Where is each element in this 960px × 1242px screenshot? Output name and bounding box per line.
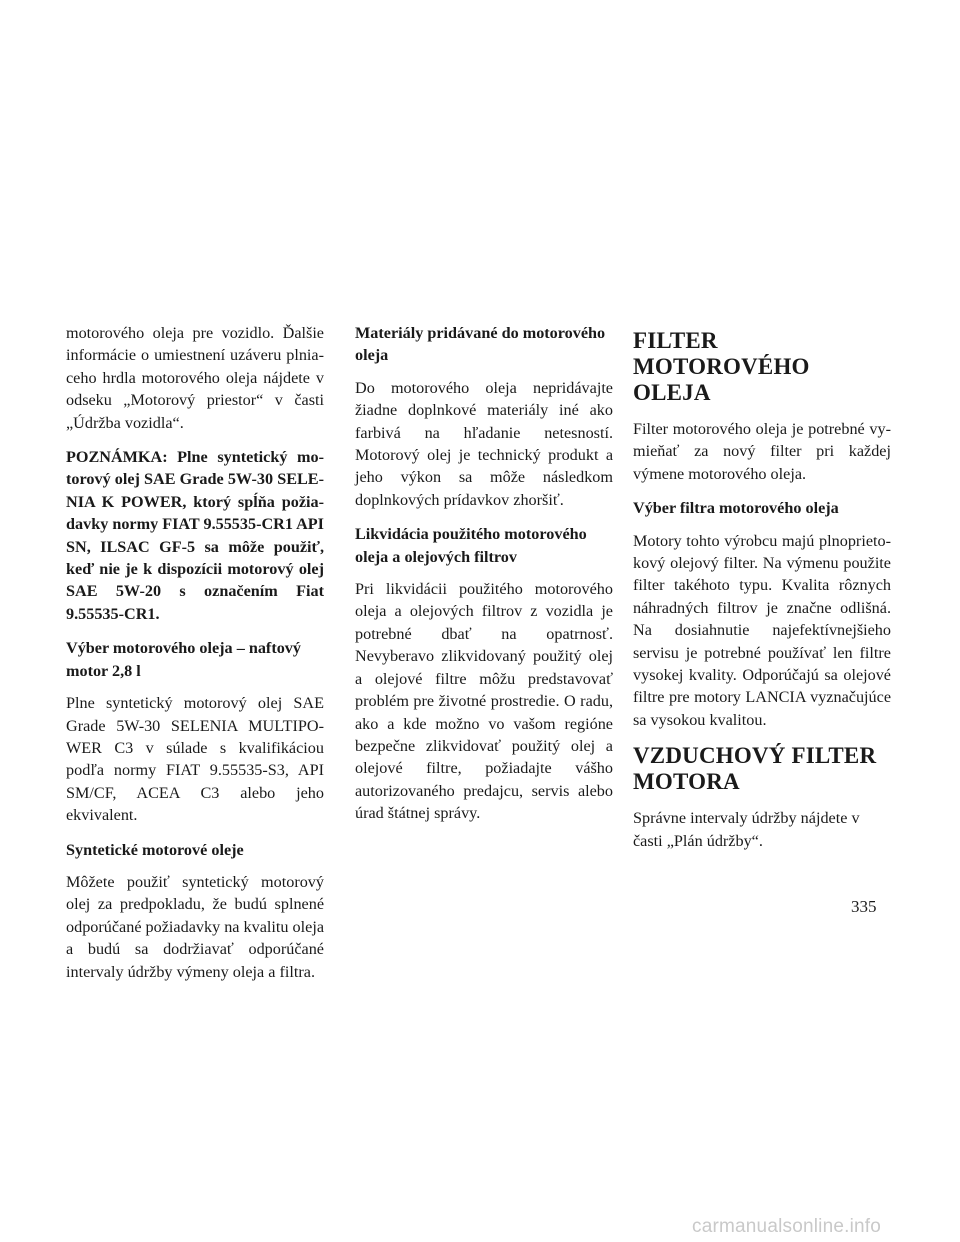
- intro-paragraph: motorového oleja pre vozidlo. Ďalšie informácie o umiestnení uzáveru plniaceho hrdla motorového oleja nájdete v odseku „Motorový priestor“ v časti „Údržba vozidla“.: [66, 324, 324, 432]
- diesel-oil-heading-line2: motor 2,8 l: [66, 661, 141, 680]
- column-3: [633, 322, 891, 864]
- air-filter-title-line1: VZDUCHOVÝ FILTER: [633, 743, 877, 769]
- oil-filter-title-line2: OLEJA: [633, 380, 711, 405]
- disposal-heading-line1: Likvidácia použitého motorového: [355, 525, 587, 544]
- oil-filter-title: [633, 328, 891, 406]
- column-2: [355, 322, 613, 837]
- disposal-heading: [355, 523, 613, 568]
- air-filter-title-line2: MOTORA: [633, 769, 740, 795]
- page-number: 335: [851, 897, 877, 916]
- additives-paragraph: Do motorového oleja nepridávajte žiadne doplnkové materiály iné ako farbivá na hľadanie netesností. Motorový olej je technický produkt a jeho výkon sa môže následkom doplnkových prídavkov zhoršiť.: [355, 378, 613, 509]
- disposal-heading-line2: oleja a olejových filtrov: [355, 547, 517, 566]
- filter-selection-paragraph: Motory tohto výrobcu majú plnoprietokový olejový filter. Na výmenu použite filter takéhoto typu. Kvalita rôznych náhradných filtrov je značne odlišná. Na dosiahnutie najefektívnejšieho servisu je potrebné používať len filtre vysokej kvality. Odporúčajú sa olejové filtre pre motory LANCIA vyznačujúce sa vysokou kvalitou.: [633, 531, 891, 729]
- filter-selection-heading: Výber filtra motorového oleja: [633, 499, 839, 518]
- watermark-text: carmanualsonline.info: [692, 1216, 882, 1237]
- synthetic-oil-heading: Syntetické motorové oleje: [66, 840, 244, 859]
- oil-filter-title-line1: FILTER MOTOROVÉHO: [633, 328, 810, 379]
- column-1: [66, 322, 324, 995]
- additives-heading-line1: Materiály pridávané do motorového: [355, 324, 606, 342]
- diesel-oil-heading-line1: Výber motorového oleja – naftový: [66, 639, 301, 658]
- synthetic-oil-paragraph: Môžete použiť syntetický motorový olej za predpokladu, že budú splnené odporúčané požiadavky na kvalitu oleja a budú sa dodržiavať odporúčané intervaly údržby výmeny oleja a filtra.: [66, 872, 325, 981]
- additives-heading-line2: oleja: [355, 346, 389, 365]
- additives-heading: [355, 322, 613, 367]
- oil-filter-paragraph: Filter motorového oleja je potrebné vymieňať za nový filter pri každej výmene motorového oleja.: [633, 420, 891, 483]
- air-filter-title: [633, 743, 891, 795]
- air-filter-paragraph: Správne intervaly údržby nájdete v časti „Plán údržby“.: [633, 809, 860, 850]
- note-paragraph: POZNÁMKA: Plne syntetický motorový olej SAE Grade 5W-30 SELENIA K POWER, ktorý spĺňa požiadavky normy FIAT 9.55535-CR1 API SN, ILSAC GF-5 sa môže použiť, keď nie je k dispozícii motorový olej SAE 5W-20 s označením Fiat 9.55535-CR1.: [66, 448, 324, 623]
- disposal-paragraph: Pri likvidácii použitého motorového oleja a olejových filtrov z vozidla je potrebné dbať na opatrnosť. Nevyberavo zlikvidovaný použitý olej a olejové filtre môžu predstavovať problém pre životné prostredie. O radu, ako a kde možno vo vašom regióne bezpečne zlikvidovať použitý olej a olejové filtre, požiadajte vášho autorizovaného predajcu, servis alebo úrad štátnej správy.: [355, 580, 613, 823]
- diesel-oil-heading: [66, 637, 324, 682]
- diesel-oil-paragraph: Plne syntetický motorový olej SAE Grade 5W-30 SELENIA MULTIPOWER C3 v súlade s kvalifikáciou podľa normy FIAT 9.55535-S3, API SM/CF, ACEA C3 alebo jeho ekvivalent.: [66, 694, 324, 825]
